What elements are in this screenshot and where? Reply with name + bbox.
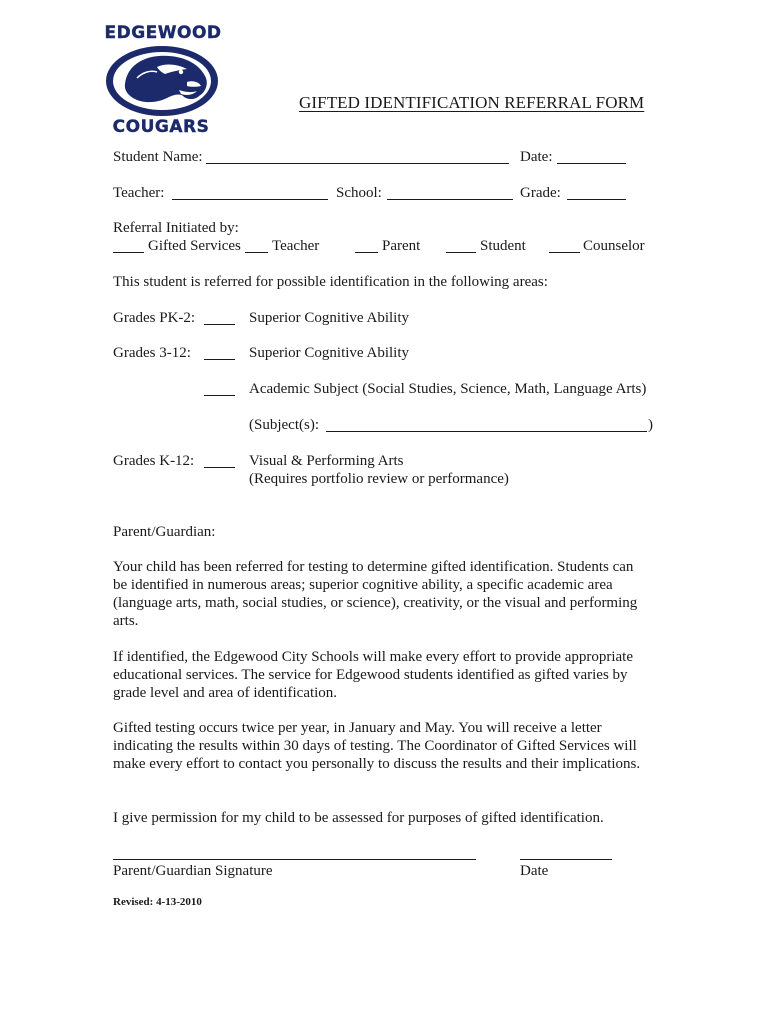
salutation: Parent/Guardian:: [113, 524, 216, 540]
referral-option-counselor: Counselor: [583, 238, 645, 254]
areas-intro: This student is referred for possible identification in the following areas:: [113, 274, 548, 290]
g312-academic-blank[interactable]: [204, 395, 235, 396]
signature-date-line[interactable]: [520, 859, 612, 860]
permission-statement: I give permission for my child to be assessed for purposes of gifted identification.: [113, 810, 604, 826]
student-name-field[interactable]: [206, 163, 509, 164]
student-name-label: Student Name:: [113, 149, 203, 165]
teacher-field[interactable]: [172, 199, 328, 200]
signature-line[interactable]: [113, 859, 476, 860]
gifted-services-blank[interactable]: [113, 252, 144, 253]
grades-k12-label: Grades K-12:: [113, 453, 195, 469]
paragraph-testing: Gifted testing occurs twice per year, in January and May. You will receive a letter indicating the results within 30 days of testing. The Coordinator of Gifted Services will make every effort to contact you personally to discuss the results and their implications.: [113, 720, 641, 772]
school-field[interactable]: [387, 199, 513, 200]
referral-option-parent: Parent: [382, 238, 421, 254]
grades-pk2-label: Grades PK-2:: [113, 310, 196, 326]
paragraph-services: If identified, the Edgewood City Schools will make every effort to provide appropriate educational services. The service for Edgewood students identified as gifted varies by grade level and area of identification.: [113, 649, 633, 701]
referral-option-teacher: Teacher: [272, 238, 320, 254]
referral-option-gifted-services: Gifted Services: [148, 238, 241, 254]
referral-heading: Referral Initiated by:: [113, 220, 239, 236]
date-label: Date:: [520, 149, 553, 165]
grade-label: Grade:: [520, 185, 561, 201]
edgewood-cougars-logo: [103, 20, 223, 140]
parent-blank[interactable]: [355, 252, 378, 253]
signature-label: Parent/Guardian Signature: [113, 863, 273, 879]
pk2-cognitive-blank[interactable]: [204, 324, 235, 325]
grade-field[interactable]: [567, 199, 626, 200]
teacher-label: Teacher:: [113, 185, 165, 201]
paragraph-referral: Your child has been referred for testing to determine gifted identification. Students can be identified in numerous areas; superior cognitive ability, a specific academic area (language arts, math, social studies, or science), creativity, or the visual and performing arts.: [113, 559, 638, 629]
k12-arts-option: Visual & Performing Arts: [249, 453, 404, 469]
logo-top-text: EDGEWOOD: [104, 23, 222, 43]
logo-bottom-text: COUGARS: [112, 117, 210, 137]
g312-cognitive-option: Superior Cognitive Ability: [249, 345, 409, 361]
school-label: School:: [336, 185, 382, 201]
grades-3-12-label: Grades 3-12:: [113, 345, 191, 361]
revised-date: Revised: 4-13-2010: [113, 896, 202, 908]
g312-cognitive-blank[interactable]: [204, 359, 235, 360]
teacher-blank[interactable]: [245, 252, 268, 253]
subjects-close-paren: ): [648, 417, 653, 433]
signature-date-label: Date: [520, 863, 549, 879]
subjects-field[interactable]: [326, 431, 647, 432]
student-blank[interactable]: [446, 252, 476, 253]
form-title: GIFTED IDENTIFICATION REFERRAL FORM: [299, 93, 645, 112]
subjects-label: (Subject(s):: [249, 417, 319, 433]
g312-academic-option: Academic Subject (Social Studies, Science, Math, Language Arts): [249, 381, 647, 397]
pk2-cognitive-option: Superior Cognitive Ability: [249, 310, 409, 326]
k12-arts-blank[interactable]: [204, 467, 235, 468]
referral-option-student: Student: [480, 238, 526, 254]
counselor-blank[interactable]: [549, 252, 580, 253]
k12-arts-note: (Requires portfolio review or performance): [249, 471, 509, 487]
date-field[interactable]: [557, 163, 626, 164]
